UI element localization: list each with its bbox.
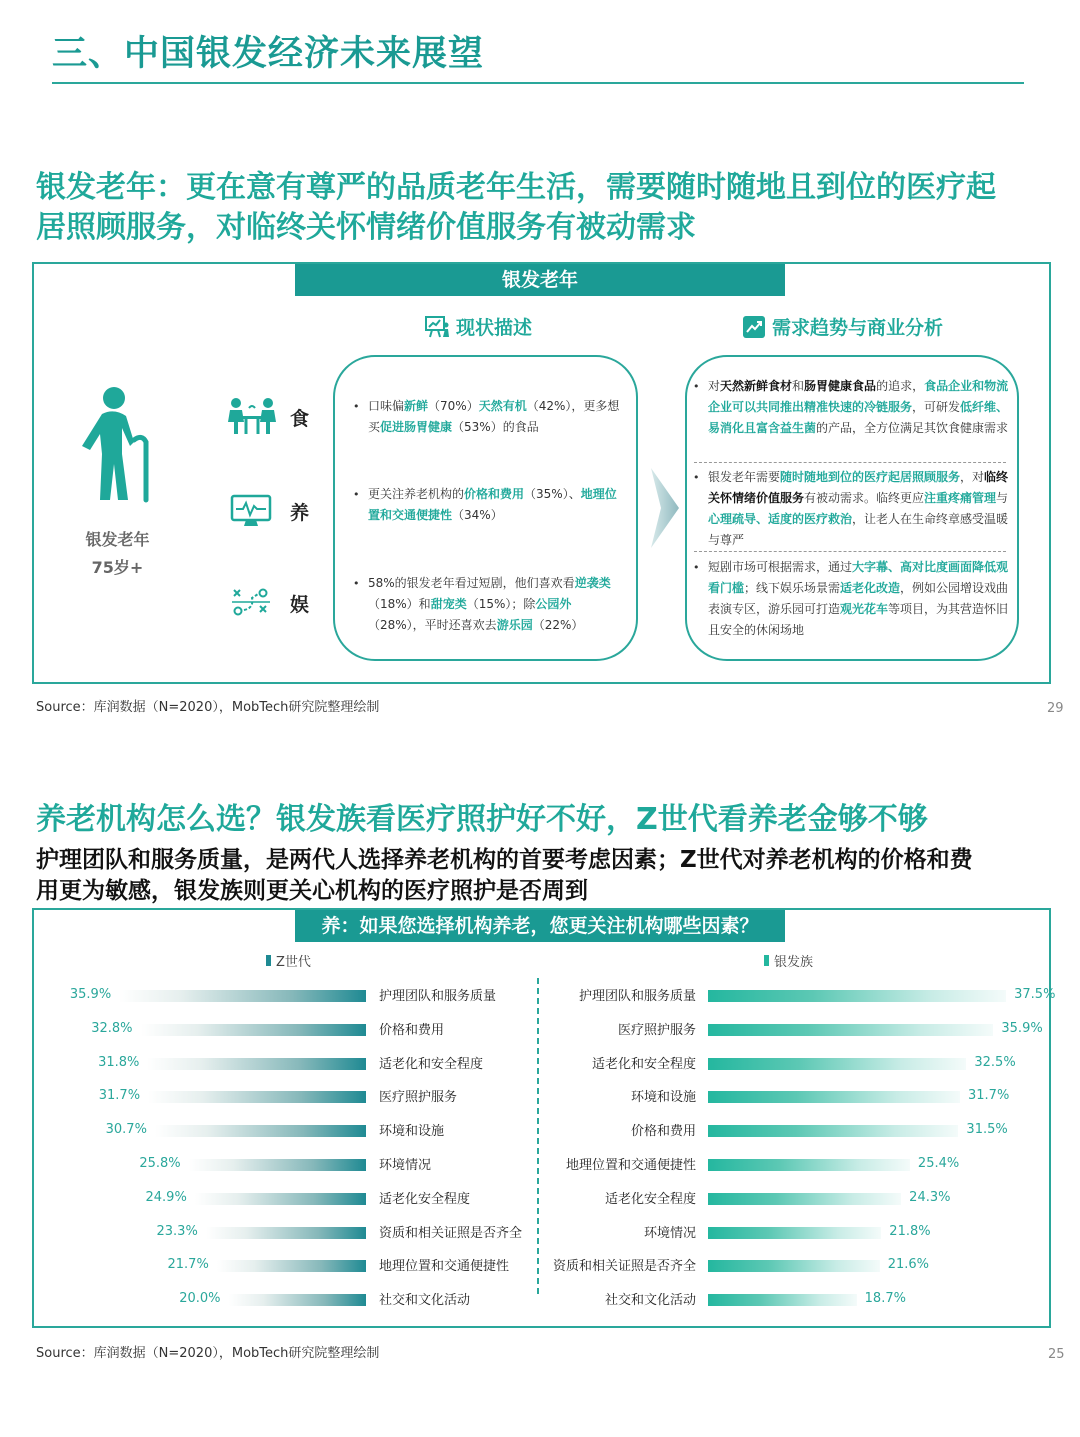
- silver-value-label: 32.5%: [974, 1054, 1016, 1070]
- text-segment: 公园外: [535, 597, 572, 611]
- legend-swatch-silver: [764, 955, 769, 966]
- text-segment: 大字幕、高对比度画面降低观看门槛: [708, 560, 1009, 595]
- silver-value-label: 21.8%: [889, 1223, 931, 1239]
- trend-column-title: 需求趋势与商业分析: [772, 317, 944, 339]
- elder-label: [60, 526, 175, 582]
- text-segment: （34%）: [452, 508, 503, 522]
- text-segment: （18%）和: [368, 597, 431, 611]
- gen-z-category-label: 环境情况: [379, 1158, 432, 1173]
- section-title: 三、中国银发经济未来展望: [52, 34, 485, 74]
- silver-bar: [708, 1227, 881, 1239]
- slide1-page-number: 29: [1047, 701, 1064, 716]
- text-segment: 的产品，全方位满足其饮食健康需求: [816, 421, 1009, 435]
- silver-bar: [708, 1024, 993, 1036]
- text-segment: 口味偏: [368, 399, 405, 413]
- elder-label-age: 75岁+: [91, 558, 144, 577]
- gen-z-bar: [119, 990, 366, 1002]
- text-segment: 食品企业和物流企业可以共同推出精准快速的冷链服务: [708, 379, 1009, 414]
- silver-bar: [708, 990, 1006, 1002]
- slide2-subheading-line2: 用更为敏感，银发族则更关心机构的医疗照护是否周到: [36, 878, 588, 904]
- legend-label-gen-z: Z世代: [276, 955, 311, 970]
- gen-z-value-label: 24.9%: [145, 1189, 187, 1205]
- category-care: 养: [290, 502, 310, 524]
- silver-category-label: 环境和设施: [630, 1090, 696, 1106]
- silver-bar: [708, 1193, 901, 1205]
- gen-z-value-label: 35.9%: [69, 987, 112, 1002]
- silver-value-label: 21.6%: [887, 1257, 930, 1273]
- tactics-board-icon: [230, 586, 272, 618]
- text-segment: ，对: [960, 470, 985, 484]
- silver-value-label: 24.3%: [909, 1189, 951, 1205]
- status-column-title: 现状描述: [456, 317, 533, 339]
- silver-category-label: 社交和文化活动: [604, 1293, 696, 1309]
- text-segment: （15%）；除: [466, 597, 536, 611]
- legend-silver: [764, 951, 813, 970]
- silver-bar: [708, 1125, 958, 1137]
- text-segment: 临终关怀情绪价值服务: [708, 470, 1009, 505]
- text-segment: （35%）、: [524, 487, 581, 501]
- trend-divider: [694, 551, 1006, 552]
- trend-item-entertainment: • 短剧市场可根据需求，通过大字幕、高对比度画面降低观看门槛；线下娱乐场景需适老化改造，例如公园增设戏曲表演专区，游乐园可打造观光花车等项目，为其营造怀旧且安全的休闲场地: [693, 560, 1009, 637]
- trend-column-header: [742, 313, 943, 340]
- gen-z-value-label: 23.3%: [156, 1223, 198, 1239]
- text-segment: ，可研发: [912, 400, 961, 414]
- text-segment: 肠胃健康食品: [804, 379, 877, 393]
- text-segment: 逆袭类: [574, 576, 611, 590]
- silver-value-label: 31.7%: [968, 1088, 1010, 1104]
- gen-z-category-label: 适老化安全程度: [379, 1191, 471, 1207]
- text-segment: ；线下娱乐场景需: [744, 581, 841, 595]
- gen-z-value-label: 31.7%: [98, 1088, 141, 1104]
- silver-category-label: 护理团队和服务质量: [578, 989, 696, 1004]
- presentation-icon: [424, 315, 450, 339]
- silver-value-label: 18.7%: [864, 1291, 906, 1307]
- silver-category-label: 环境情况: [643, 1225, 696, 1241]
- text-segment: 观光花车: [840, 602, 889, 616]
- text-segment: 短剧市场可根据需求，通过: [708, 560, 853, 574]
- gen-z-category-label: 价格和费用: [379, 1022, 445, 1038]
- text-segment: 随时随地到位的医疗起居照顾服务: [780, 470, 961, 484]
- flow-arrow: [649, 466, 681, 550]
- category-entertainment: 娱: [290, 594, 310, 616]
- category-food: 食: [290, 408, 310, 430]
- status-column-header: [424, 313, 532, 340]
- slide2-source: Source：库润数据（N=2020），MobTech研究院整理绘制: [36, 1346, 380, 1361]
- legend-label-silver: 银发族: [774, 955, 814, 970]
- silver-value-label: 25.4%: [917, 1156, 960, 1171]
- text-segment: 天然有机: [478, 399, 527, 413]
- gen-z-category-label: 社交和文化活动: [379, 1293, 471, 1309]
- silver-category-label: 适老化和安全程度: [591, 1056, 696, 1072]
- silver-bar: [708, 1159, 910, 1171]
- silver-category-label: 适老化安全程度: [604, 1191, 696, 1207]
- slide2-banner: 养：如果您选择机构养老，您更关注机构哪些因素？: [295, 910, 785, 942]
- slide2-page-number: 25: [1048, 1347, 1065, 1362]
- health-monitor-icon: [230, 494, 272, 528]
- gen-z-value-label: 32.8%: [91, 1020, 133, 1036]
- gen-z-bar: [148, 1091, 366, 1103]
- trend-item-care: • 银发老年需要随时随地到位的医疗起居照顾服务，对临终关怀情绪价值服务有被动需求。临终更应注重疼痛管理与心理疏导、适度的医疗救治，让老人在生命终章感受温暖与尊严: [693, 470, 1009, 547]
- elder-label-title: 银发老年: [85, 530, 150, 549]
- silver-value-label: 35.9%: [1001, 1020, 1043, 1036]
- text-segment: 甜宠类: [430, 597, 467, 611]
- silver-category-label: 医疗照护服务: [617, 1022, 696, 1038]
- text-segment: 58%的银发老年看过短剧，他们喜欢看: [368, 576, 575, 590]
- gen-z-bar: [217, 1260, 366, 1272]
- gen-z-bar: [147, 1058, 366, 1070]
- text-segment: 更关注养老机构的: [368, 487, 465, 501]
- gen-z-bar: [141, 1024, 367, 1036]
- header-divider: [52, 82, 1024, 84]
- gen-z-bar: [206, 1227, 366, 1239]
- silver-category-label: 价格和费用: [630, 1124, 696, 1140]
- gen-z-value-label: 25.8%: [139, 1156, 181, 1171]
- text-segment: 新鲜: [404, 399, 429, 413]
- text-segment: 促进肠胃健康: [380, 420, 453, 434]
- text-segment: 适老化改造: [840, 581, 901, 595]
- slide1-heading-line1: 银发老年：更在意有尊严的品质老年生活，需要随时随地且到位的医疗起: [36, 170, 996, 205]
- silver-value-label: 37.5%: [1014, 987, 1056, 1002]
- gen-z-category-label: 护理团队和服务质量: [379, 989, 497, 1004]
- slide2-heading: 养老机构怎么选？银发族看医疗照护好不好，Z世代看养老金够不够: [36, 802, 928, 837]
- silver-category-label: 地理位置和交通便捷性: [565, 1158, 696, 1173]
- silver-category-label: 资质和相关证照是否齐全: [552, 1259, 696, 1275]
- gen-z-bar: [189, 1159, 366, 1171]
- gen-z-bar: [229, 1294, 367, 1306]
- text-segment: 对: [708, 379, 721, 393]
- status-item-entertainment: • 58%的银发老年看过短剧，他们喜欢看逆袭类（18%）和甜宠类（15%）；除公园外（28%），平时还喜欢去游乐园（22%）: [353, 576, 611, 632]
- text-segment: 和: [792, 379, 805, 393]
- text-segment: 价格和费用: [464, 487, 525, 501]
- gen-z-value-label: 21.7%: [167, 1257, 209, 1273]
- text-segment: ，让老人在生命终章感受温暖与尊严: [708, 512, 1009, 547]
- text-segment: （70%）: [428, 399, 479, 413]
- gen-z-category-label: 地理位置和交通便捷性: [379, 1259, 510, 1275]
- text-segment: 的追求，: [876, 379, 925, 393]
- gen-z-value-label: 30.7%: [105, 1122, 147, 1138]
- text-segment: 注重疼痛管理: [924, 491, 997, 505]
- legend-swatch-gen-z: [266, 955, 271, 966]
- silver-bar: [708, 1091, 960, 1103]
- status-item-care: • 更关注养老机构的价格和费用（35%）、地理位置和交通便捷性（34%）: [353, 487, 617, 522]
- gen-z-category-label: 医疗照护服务: [379, 1090, 458, 1106]
- slide1-banner: 银发老年: [295, 264, 785, 296]
- legend-gen-z: [266, 951, 311, 970]
- elderly-person-icon: [76, 384, 160, 504]
- slide2-subheading-line1: 护理团队和服务质量，是两代人选择养老机构的首要考虑因素；Z世代对养老机构的价格和费: [36, 847, 973, 873]
- text-segment: （53%）的食品: [452, 420, 539, 434]
- text-segment: 低纤维、易消化且富含益生菌: [708, 400, 1009, 435]
- slide1-heading: [36, 168, 996, 248]
- chart-center-divider: [537, 978, 539, 1294]
- gen-z-value-label: 31.8%: [98, 1054, 140, 1070]
- trend-chart-icon: [742, 315, 766, 339]
- text-segment: ，例如公园增设戏曲表演专区，游乐园可打造: [708, 581, 1009, 616]
- silver-bar: [708, 1058, 966, 1070]
- slide2-subheading: [36, 845, 973, 907]
- slide1-source: Source：库润数据（N=2020），MobTech研究院整理绘制: [36, 700, 380, 715]
- dining-icon: [224, 396, 280, 436]
- gen-z-bar: [195, 1193, 366, 1205]
- gen-z-category-label: 环境和设施: [379, 1124, 445, 1140]
- text-segment: 有被动需求。临终更应: [804, 491, 925, 505]
- text-segment: 地理位置和交通便捷性: [368, 487, 617, 522]
- text-segment: 银发老年需要: [708, 470, 781, 484]
- silver-value-label: 31.5%: [966, 1122, 1008, 1138]
- text-segment: 与: [996, 491, 1009, 505]
- text-segment: 心理疏导、适度的医疗救治: [708, 512, 853, 526]
- text-segment: 游乐园: [496, 618, 533, 632]
- silver-bar: [708, 1260, 880, 1272]
- gen-z-bar: [155, 1125, 366, 1137]
- text-segment: （22%）: [532, 618, 584, 632]
- gen-z-category-label: 适老化和安全程度: [379, 1056, 484, 1072]
- status-item-food: • 口味偏新鲜（70%）天然有机（42%），更多想买促进肠胃健康（53%）的食品: [353, 399, 620, 434]
- slide1-heading-line2: 居照顾服务，对临终关怀情绪价值服务有被动需求: [36, 210, 696, 245]
- text-segment: （42%），更多想买: [368, 399, 620, 434]
- gen-z-category-label: 资质和相关证照是否齐全: [379, 1225, 523, 1241]
- text-segment: 等项目，为其营造怀旧且安全的休闲场地: [708, 602, 1009, 637]
- silver-bar: [708, 1294, 857, 1306]
- trend-item-food: • 对天然新鲜食材和肠胃健康食品的追求，食品企业和物流企业可以共同推出精准快速的冷链服务，可研发低纤维、易消化且富含益生菌的产品，全方位满足其饮食健康需求: [693, 379, 1009, 435]
- text-segment: （28%），平时还喜欢去: [368, 618, 497, 632]
- gen-z-value-label: 20.0%: [179, 1291, 221, 1307]
- text-segment: 天然新鲜食材: [720, 379, 793, 393]
- trend-divider: [694, 462, 1006, 463]
